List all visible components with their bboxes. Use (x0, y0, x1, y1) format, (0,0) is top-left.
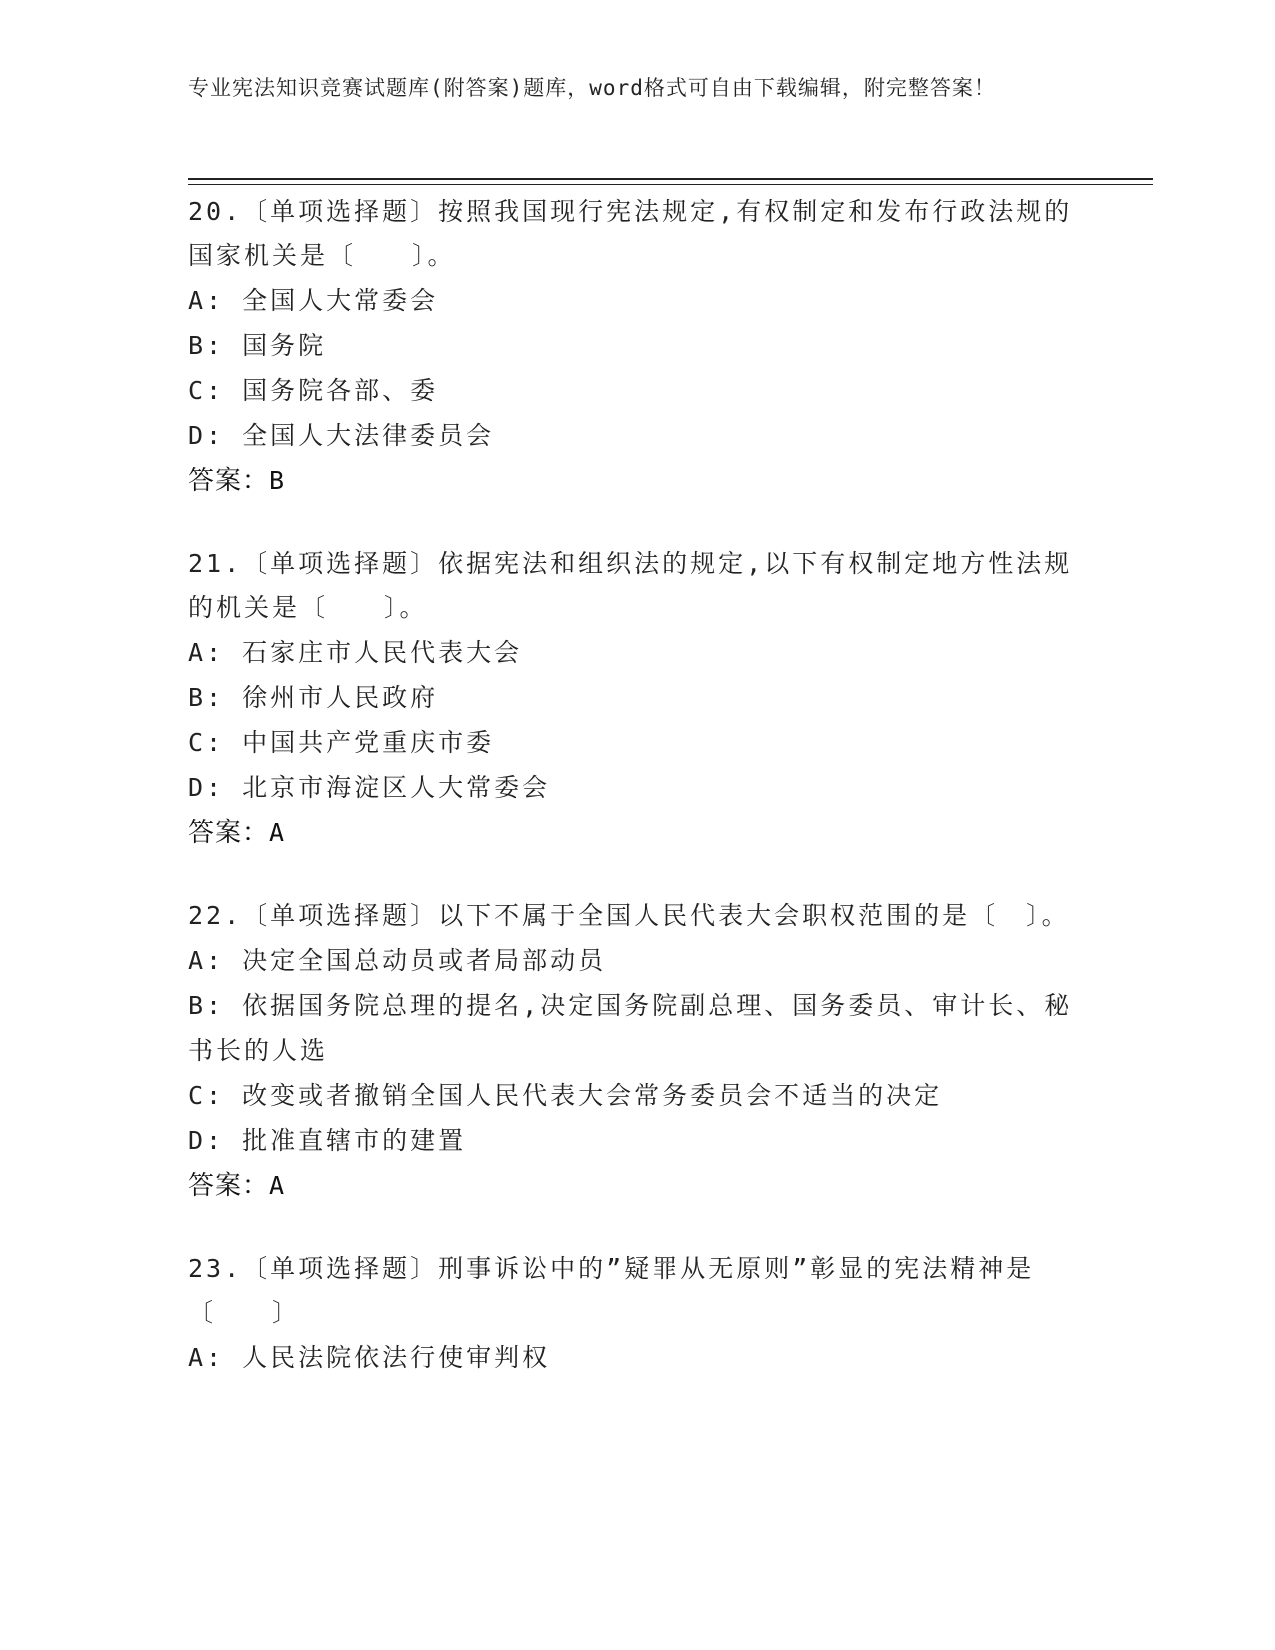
question-type: 〔单项选择题〕 (242, 1254, 439, 1283)
question-type: 〔单项选择题〕 (242, 901, 439, 930)
question-text: 刑事诉讼中的”疑罪从无原则”彰显的宪法精神是〔 〕 (188, 1254, 1035, 1327)
answer-line (188, 810, 1088, 856)
answer-value: A (269, 1171, 286, 1200)
header-rule-thin (188, 184, 1153, 185)
option-a: A: 人民法院依法行使审判权 (188, 1343, 551, 1372)
question-number: 23. (188, 1254, 243, 1283)
question-stem (188, 894, 1088, 938)
option-a: A: 决定全国总动员或者局部动员 (188, 946, 607, 975)
page-header: 专业宪法知识竞赛试题库(附答案)题库，word格式可自由下载编辑，附完整答案！ (188, 76, 996, 100)
question-23 (188, 1247, 1088, 1380)
question-stem (188, 542, 1088, 630)
option-b: B: 徐州市人民政府 (188, 683, 439, 712)
option-c: C: 中国共产党重庆市委 (188, 728, 495, 757)
question-stem (188, 190, 1088, 278)
question-stem (188, 1247, 1088, 1335)
answer-label: 答案： (188, 1171, 270, 1201)
question-text: 以下不属于全国人民代表大会职权范围的是〔 〕。 (438, 901, 1070, 930)
option-a: A: 全国人大常委会 (188, 286, 439, 315)
question-type: 〔单项选择题〕 (242, 549, 439, 578)
option-a: A: 石家庄市人民代表大会 (188, 638, 523, 667)
question-21 (188, 542, 1088, 856)
answer-value: A (269, 818, 286, 847)
question-20 (188, 190, 1088, 504)
question-text: 依据宪法和组织法的规定,以下有权制定地方性法规的机关是〔 〕。 (188, 549, 1073, 622)
header-rule-thick (188, 178, 1153, 180)
option-c: C: 改变或者撤销全国人民代表大会常务委员会不适当的决定 (188, 1081, 943, 1110)
question-number: 21. (188, 549, 243, 578)
question-type: 〔单项选择题〕 (242, 197, 439, 226)
option-d: D: 批准直辖市的建置 (188, 1126, 467, 1155)
question-number: 22. (188, 901, 243, 930)
question-list (188, 190, 1088, 1418)
answer-line (188, 458, 1088, 504)
option-b: B: 依据国务院总理的提名,决定国务院副总理、国务委员、审计长、秘书长的人选 (188, 991, 1073, 1065)
question-text: 按照我国现行宪法规定,有权制定和发布行政法规的国家机关是〔 〕。 (188, 197, 1073, 270)
answer-value: B (269, 466, 286, 495)
option-c: C: 国务院各部、委 (188, 376, 439, 405)
answer-line (188, 1163, 1088, 1209)
option-b: B: 国务院 (188, 331, 327, 360)
option-d: D: 全国人大法律委员会 (188, 421, 495, 450)
option-d: D: 北京市海淀区人大常委会 (188, 773, 551, 802)
answer-label: 答案： (188, 818, 270, 848)
question-22 (188, 894, 1088, 1209)
answer-label: 答案： (188, 466, 270, 496)
question-number: 20. (188, 197, 243, 226)
